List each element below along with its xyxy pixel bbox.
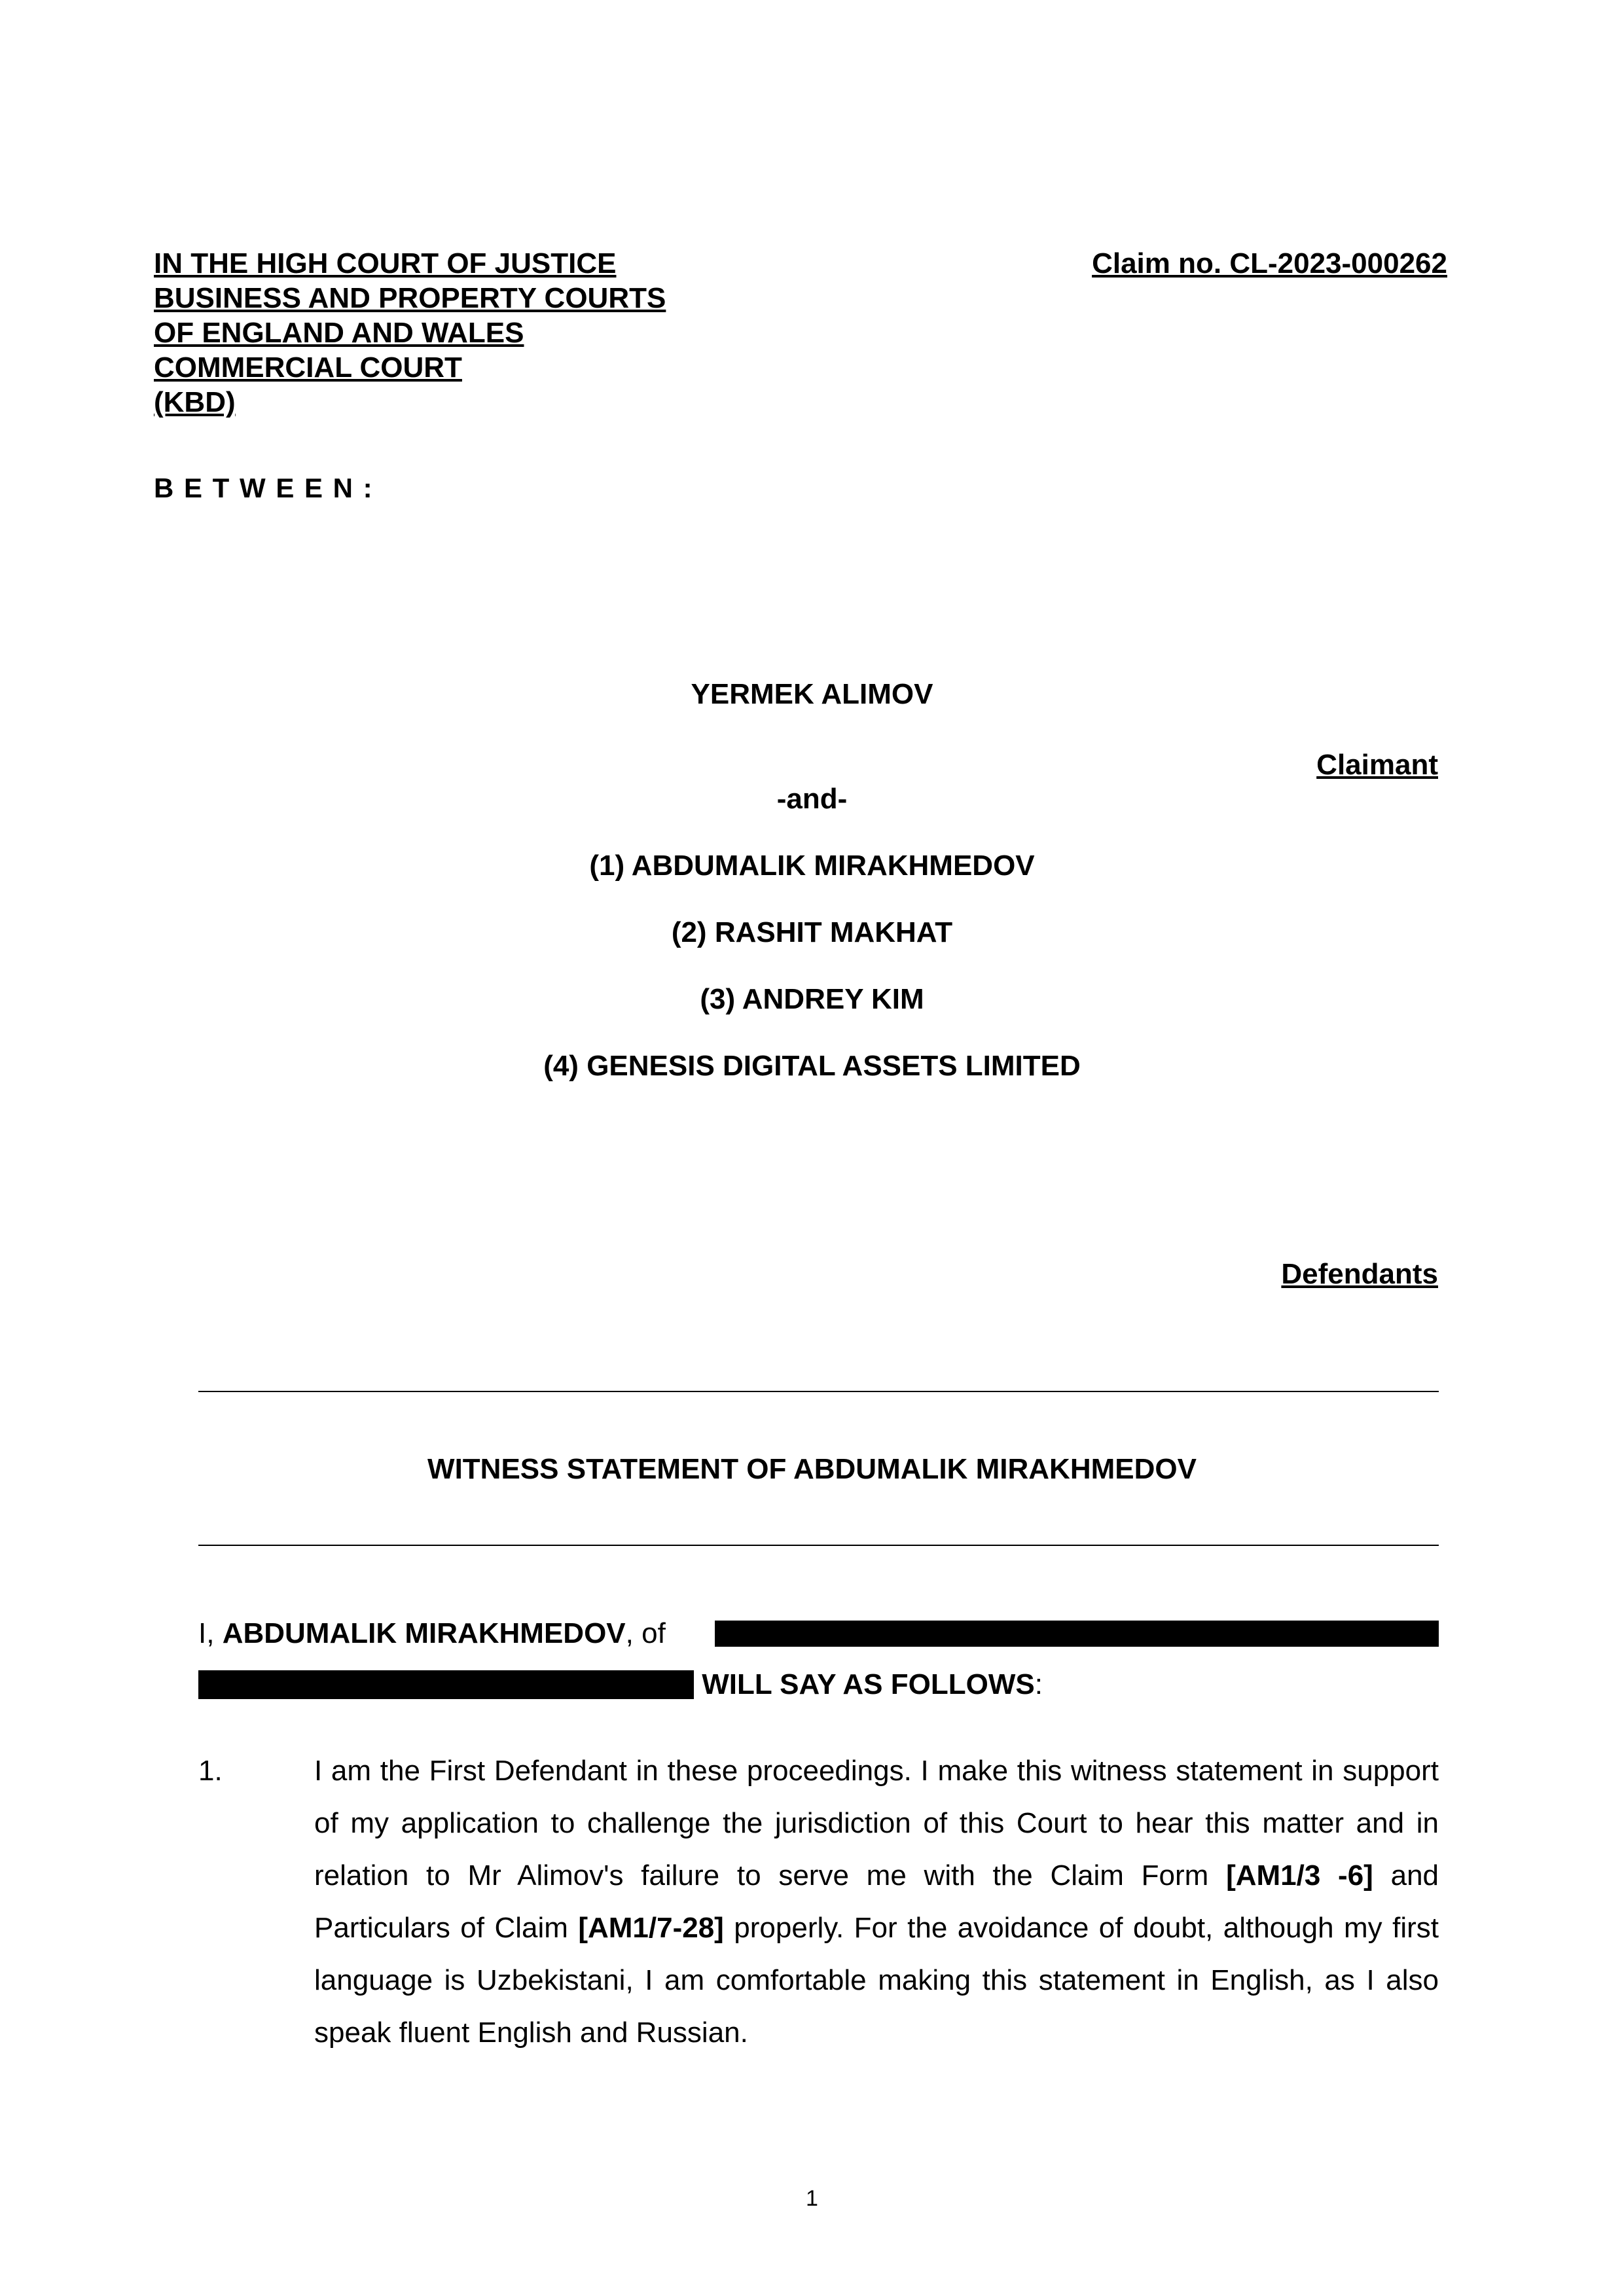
top-rule [198,1391,1439,1392]
defendants-role: Defendants [1281,1258,1438,1290]
page-number: 1 [806,2186,818,2211]
between-label: B E T W E E N : [154,473,374,503]
claim-number: Claim no. CL-2023-000262 [1092,247,1447,279]
court-line: BUSINESS AND PROPERTY COURTS [154,282,666,314]
claimant-name: YERMEK ALIMOV [691,678,933,710]
witness-name: ABDUMALIK MIRAKHMEDOV [222,1617,626,1649]
court-line: OF ENGLAND AND WALES [154,317,524,349]
court-line: COMMERCIAL COURT [154,351,462,384]
intro-prefix: I, [198,1617,223,1649]
claimant-role: Claimant [1316,749,1438,781]
will-say-colon: : [1034,1668,1043,1700]
bottom-rule [198,1545,1439,1546]
paragraph-1 [314,1745,1439,2059]
court-heading [154,246,666,420]
paragraph-text: I am the First Defendant in these proceedings. I make this witness statement in support of my application to challenge the jurisdiction of this Court to hear this matter and in relation to Mr Alimov's failure to serve me with the Claim Form [314,1755,1439,1892]
court-line: (KBD) [154,386,236,418]
and-separator: -and- [776,783,848,815]
exhibit-reference: [AM1/7-28] [578,1912,724,1944]
address-redaction [715,1621,1439,1647]
exhibit-reference: [AM1/3 -6] [1226,1859,1373,1892]
intro-line-2 [198,1666,1043,1703]
defendant-4: (4) GENESIS DIGITAL ASSETS LIMITED [543,1050,1081,1082]
defendant-1: (1) ABDUMALIK MIRAKHMEDOV [589,850,1035,882]
intro-of: , of [625,1617,666,1649]
intro-line-1 [198,1615,1439,1652]
statement-title: WITNESS STATEMENT OF ABDUMALIK MIRAKHMEDOV [427,1453,1197,1485]
defendant-2: (2) RASHIT MAKHAT [671,916,953,948]
paragraph-number: 1. [198,1755,223,1787]
court-line: IN THE HIGH COURT OF JUSTICE [154,247,617,279]
paragraph-text: and Particulars of Claim [314,1859,1439,1944]
paragraph-text: properly. For the avoidance of doubt, although my first language is Uzbekistani, I am comfortable making this statement in English, as I also speak fluent English and Russian. [314,1912,1439,2049]
address-redaction-continued [198,1670,694,1699]
defendant-3: (3) ANDREY KIM [700,983,924,1015]
will-say: WILL SAY AS FOLLOWS [702,1668,1035,1700]
